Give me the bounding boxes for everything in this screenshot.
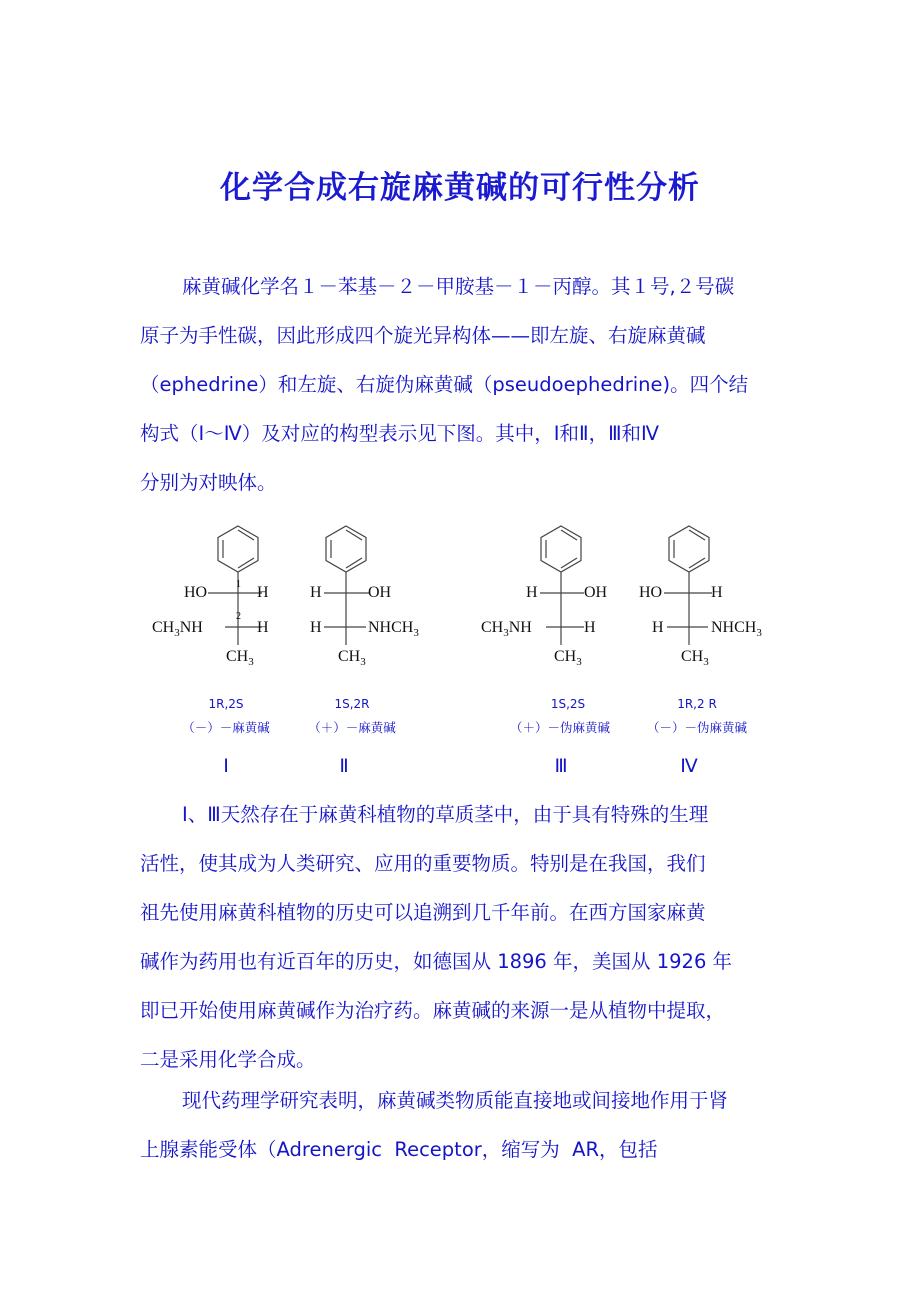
text-line: 构式（Ⅰ～Ⅳ）及对应的构型表示见下图。其中，Ⅰ和Ⅱ，Ⅲ和Ⅳ <box>140 422 660 445</box>
struct-3-name: （＋）－伪麻黄碱 <box>509 720 610 735</box>
struct-2-left-bottom: H <box>310 619 322 636</box>
struct-3-right-bottom: H <box>584 619 596 636</box>
structure-1-drawing <box>208 526 262 645</box>
struct-4-left-bottom: H <box>652 619 664 636</box>
text-line: 原子为手性碳，因此形成四个旋光异构体——即左旋、右旋麻黄碱 <box>140 324 706 347</box>
struct-3-left-top: H <box>526 584 538 601</box>
text-line: 碱作为药用也有近百年的历史，如德国从 1896 年，美国从 1926 年 <box>140 950 733 973</box>
paragraph-pharmacology <box>140 1076 780 1174</box>
structure-3-drawing <box>540 526 584 645</box>
struct-4-left-top: HO <box>639 584 663 601</box>
struct-3-numeral: Ⅲ <box>554 755 568 777</box>
struct-4-right-bottom: $NHCH_3$ <box>711 619 762 640</box>
text-line: 即已开始使用麻黄碱作为治疗药。麻黄碱的来源一是从植物中提取， <box>140 999 726 1022</box>
structure-2-drawing <box>324 526 370 645</box>
struct-1-right-bottom: H <box>257 619 269 636</box>
text-line: 活性，使其成为人类研究、应用的重要物质。特别是在我国，我们 <box>140 852 706 875</box>
struct-1-carbon-2-label: 2 <box>236 611 241 622</box>
struct-4-name: （－）－伪麻黄碱 <box>646 720 747 735</box>
text-line: 现代药理学研究表明，麻黄碱类物质能直接地或间接地作用于肾 <box>182 1089 729 1112</box>
struct-4-bottom: $CH_3$ <box>681 648 709 669</box>
struct-2-numeral: Ⅱ <box>339 755 349 777</box>
struct-2-bottom: $CH_3$ <box>338 648 366 669</box>
stereoisomer-figure <box>140 520 800 790</box>
struct-2-right-bottom: $NHCH_3$ <box>368 619 419 640</box>
struct-2-left-top: H <box>310 584 322 601</box>
struct-2-config: 1S,2R <box>334 697 370 711</box>
struct-1-carbon-1-label: 1 <box>236 579 241 590</box>
struct-1-numeral: Ⅰ <box>223 755 229 777</box>
struct-2-name: （＋）－麻黄碱 <box>308 720 396 735</box>
struct-4-numeral: Ⅳ <box>680 755 698 777</box>
text-line: （ephedrine）和左旋、右旋伪麻黄碱（pseudoephedrine)。四个结 <box>140 373 749 396</box>
struct-3-left-bottom: $CH_3NH$ <box>481 619 532 640</box>
text-line: 麻黄碱化学名１－苯基－２－甲胺基－１－丙醇。其１号,２号碳 <box>182 275 735 298</box>
text-line: 分别为对映体。 <box>140 471 277 494</box>
struct-1-left-top: HO <box>184 584 208 601</box>
text-line: 上腺素能受体（Adrenergic Receptor，缩写为 AR，包括 <box>140 1138 658 1161</box>
paragraph-intro <box>140 262 780 507</box>
struct-4-right-top: H <box>711 584 723 601</box>
struct-3-config: 1S,2S <box>550 697 586 711</box>
text-line: 祖先使用麻黄科植物的历史可以追溯到几千年前。在西方国家麻黄 <box>140 901 706 924</box>
struct-1-config: 1R,2S <box>208 697 244 711</box>
struct-1-left-bottom: $CH_3NH$ <box>152 619 203 640</box>
structure-4-drawing <box>664 526 712 645</box>
text-line: 二是采用化学合成。 <box>140 1048 316 1071</box>
paragraph-history <box>140 790 780 1084</box>
struct-1-bottom: $CH_3$ <box>226 648 254 669</box>
page-title: 化学合成右旋麻黄碱的可行性分析 <box>220 170 700 206</box>
struct-4-config: 1R,2 R <box>677 697 717 711</box>
struct-3-right-top: OH <box>584 584 608 601</box>
struct-1-right-top: H <box>257 584 269 601</box>
struct-1-name: （－）－麻黄碱 <box>182 720 270 735</box>
text-line: Ⅰ、Ⅲ天然存在于麻黄科植物的草质茎中，由于具有特殊的生理 <box>182 803 709 826</box>
struct-3-bottom: $CH_3$ <box>554 648 582 669</box>
struct-2-right-top: OH <box>368 584 392 601</box>
